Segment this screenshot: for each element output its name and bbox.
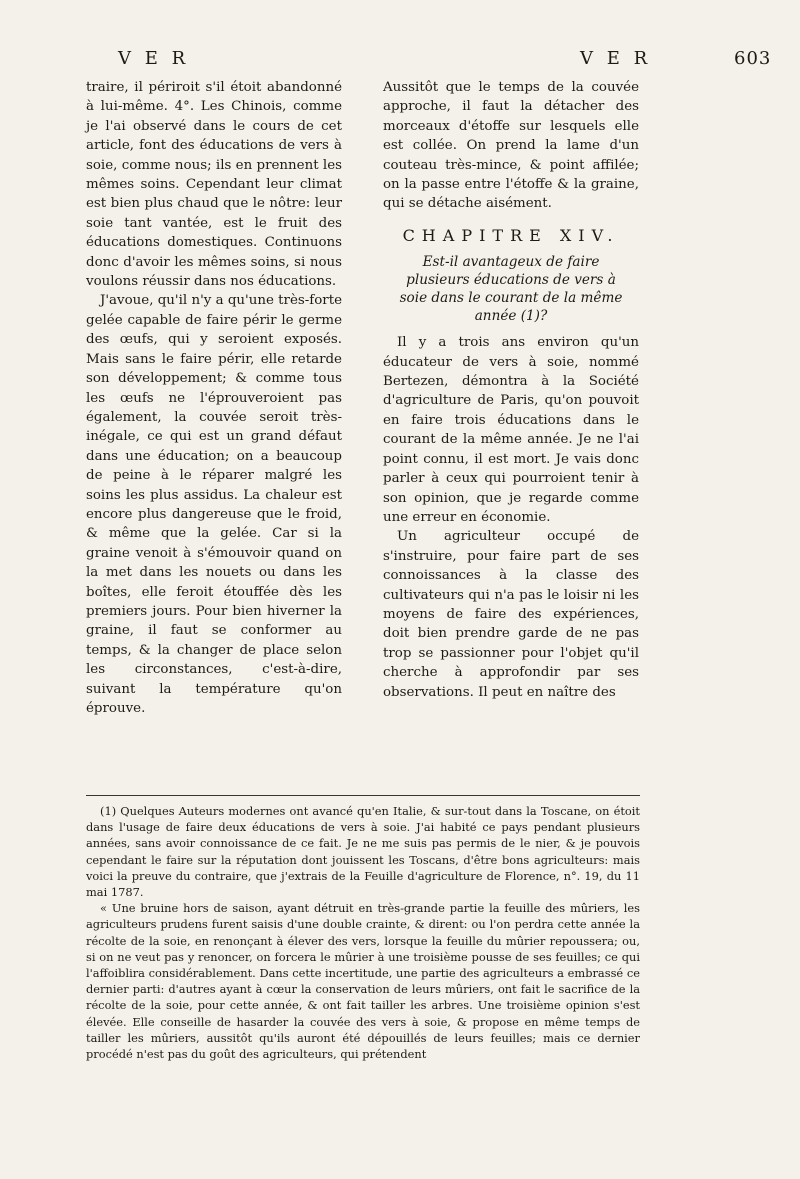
page-number: 603 <box>734 48 772 69</box>
right-paragraph-3: Un agriculteur occupé de s'instruire, pour faire part de ses connoissances à la classe des cultivateurs qui n'a pas le loisir ni les moyens de faire des expériences, doit bien prendre garde de ne pas trop se passionner pour l'objet qu'il cherche à approfondir par ses observations. Il peut en naître des <box>383 529 639 700</box>
chapter-heading: CHAPITRE XIV. <box>402 225 620 245</box>
right-paragraph-1: Aussitôt que le temps de la couvée approche, il faut la détacher des morceaux d'étoffe sur lesquels elle est collée. On prend la lame d'un couteau très-mince, & point affilée; on la passe entre l'étoffe & la graine, qui se détache aisément. <box>383 80 639 212</box>
footnote-rule <box>86 795 640 796</box>
left-paragraph-2: J'avoue, qu'il n'y a qu'une très-forte gelée capable de faire périr le germe des œufs, qui y seroient exposés. Mais sans le faire périr, elle retarde son développement; & comme tous les œufs ne l'éprouveroient pas également, la couvée seroit très-inégale, ce qui est un grand défaut dans une éducation; on a beaucoup de peine à le réparer malgré les soins les plus assidus. La chaleur est encore plus dangereuse que le froid, & même que la gelée. Car si la graine venoit à s'émouvoir quand on la met dans les nouets ou dans les boîtes, elle feroit étouffée dès les premiers jours. Pour bien hiverner la graine, il faut se conformer au temps, & la changer de place selon les circonstances, c'est-à-dire, suivant la température qu'on éprouve. <box>86 293 342 716</box>
running-head-left: V E R <box>118 48 190 69</box>
running-head-right: V E R <box>580 48 652 69</box>
right-column <box>383 78 639 702</box>
right-paragraph-2: Il y a trois ans environ qu'un éducateur de vers à soie, nommé Bertezen, démontra à la Société d'agriculture de Paris, qu'on pouvoit en faire trois éducations dans le courant de la même année. Je ne l'ai point connu, il est mort. Je vais donc parler à ceux qui pourroient tenir à son opinion, que je regarde comme une erreur en économie. <box>383 335 639 525</box>
footnotes <box>86 803 640 1062</box>
left-paragraph-1: traire, il périroit s'il étoit abandonné à lui-même. 4°. Les Chinois, comme je l'ai observé dans le cours de cet article, font des éducations de vers à soie, comme nous; ils en prennent les mêmes soins. Cependant leur climat est bien plus chaud que le nôtre: leur soie tant vantée, est le fruit des éducations domestiques. Continuons donc d'avoir les mêmes soins, si nous voulons réussir dans nos éducations. <box>86 80 342 290</box>
left-column <box>86 78 342 718</box>
chapter-title: Est-il avantageux de faire plusieurs éducations de vers à soie dans le courant de la même année (1)? <box>399 254 623 325</box>
footnote-quote: « Une bruine hors de saison, ayant détruit en très-grande partie la feuille des mûriers, les agriculteurs prudens furent saisis d'une double crainte, & dirent: ou l'on perdra cette année la récolte de la soie, en renonçant à élever des vers, lorsque la feuille du mûrier repoussera; ou, si on ne veut pas y renoncer, on forcera le mûrier à une troisième pousse de ses feuilles; ce qui l'affoiblira considérablement. Dans cette incertitude, une partie des agriculteurs a embrassé ce dernier parti: d'autres ayant à cœur la conservation de leurs mûriers, ont fait le sacrifice de la récolte de la soie, pour cette année, & ont fait tailler les arbres. Une troisième opinion s'est élevée. Elle conseille de hasarder la couvée des vers à soie, & propose en même temps de tailler les mûriers, aussitôt qu'ils auront été dépouillés de leurs feuilles; mais ce dernier procédé n'est pas du goût des agriculteurs, qui prétendent <box>86 901 640 1062</box>
footnote-1: (1) Quelques Auteurs modernes ont avancé qu'en Italie, & sur-tout dans la Toscane, on étoit dans l'usage de faire deux éducations de vers à soie. J'ai habité ce pays pendant plusieurs années, sans avoir connoissance de ce fait. Je ne me suis pas permis de le nier, & je pouvois cependant le faire sur la réputation dont jouissent les Toscans, d'être bons agriculteurs: mais voici la preuve du contraire, que j'extrais de la Feuille d'agriculture de Florence, n°. 19, du 11 mai 1787. <box>86 804 640 900</box>
